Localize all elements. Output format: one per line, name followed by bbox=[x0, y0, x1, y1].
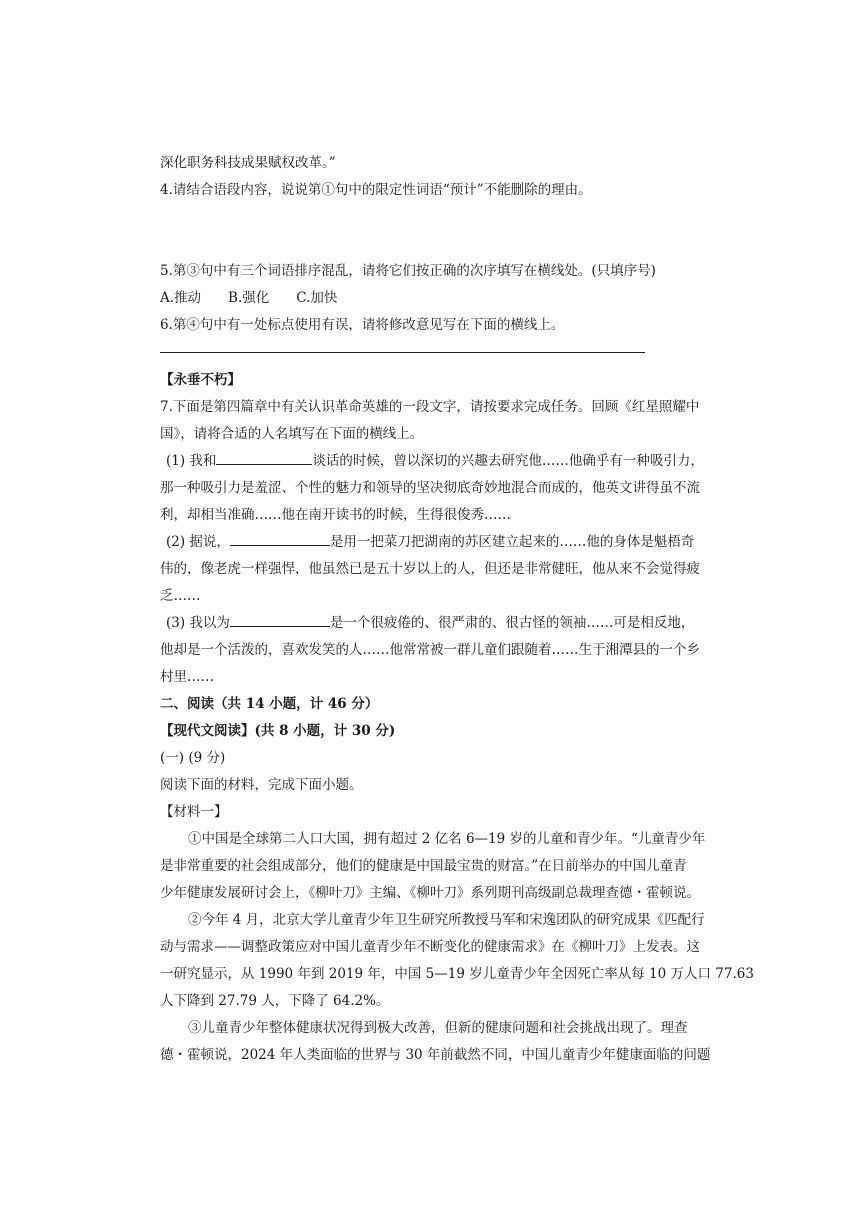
text-line: 人下降到 27.79 人，下降了 64.2%。 bbox=[160, 993, 390, 1009]
text-line: 伟的，像老虎一样强悍，他虽然已是五十岁以上的人，但还是非常健旺，他从来不会觉得疲 bbox=[160, 561, 700, 577]
text-line: 利，却相当准确……他在南开读书的时候，生得很俊秀…… bbox=[160, 507, 511, 523]
name-blank-3[interactable] bbox=[230, 614, 330, 627]
section-heading: 【永垂不朽】 bbox=[160, 372, 241, 388]
question-4: 4.请结合语段内容，说说第①句中的限定性词语“预计”不能删除的理由。 bbox=[160, 182, 592, 198]
text-line: 德・霍顿说，2024 年人类面临的世界与 30 年前截然不同，中国儿童青少年健康面临的问题 bbox=[160, 1047, 711, 1063]
name-blank-1[interactable] bbox=[216, 452, 312, 465]
paragraph-2: ②今年 4 月，北京大学儿童青少年卫生研究所教授马军和宋逸团队的研究成果《匹配行 bbox=[188, 912, 705, 928]
quote-2-prefix: (2) 据说， bbox=[166, 534, 230, 550]
text-line: 国》，请将合适的人名填写在下面的横线上。 bbox=[160, 426, 424, 442]
text-line: 乏…… bbox=[160, 588, 201, 604]
paragraph-3: ③儿童青少年整体健康状况得到极大改善，但新的健康问题和社会挑战出现了。理查 bbox=[188, 1020, 688, 1036]
text-line: 动与需求——调整政策应对中国儿童青少年不断变化的健康需求》在《柳叶刀》上发表。这 bbox=[160, 939, 700, 955]
quote-3-prefix: (3) 我以为 bbox=[166, 615, 230, 631]
name-blank-2[interactable] bbox=[230, 533, 330, 546]
subsection-heading: (一) (9 分) bbox=[160, 750, 226, 766]
text-line: 那一种吸引力是羞涩、个性的魅力和领导的坚决彻底奇妙地混合而成的，他英文讲得虽不流 bbox=[160, 480, 700, 496]
quote-2 bbox=[166, 533, 694, 551]
quote-1 bbox=[166, 452, 704, 470]
question-5: 5.第③句中有三个词语排序混乱，请将它们按正确的次序填写在横线处。(只填序号) bbox=[160, 263, 656, 279]
instruction: 阅读下面的材料，完成下面小题。 bbox=[160, 777, 363, 793]
quote-1-prefix: (1) 我和 bbox=[166, 453, 217, 469]
question-6: 6.第④句中有一处标点使用有误，请将修改意见写在下面的横线上。 bbox=[160, 317, 565, 333]
section-heading: 【现代文阅读】(共 8 小题，计 30 分) bbox=[160, 723, 396, 739]
text-line: 村里…… bbox=[160, 669, 214, 685]
question-5-options: A.推动 B.强化 C.加快 bbox=[160, 290, 338, 306]
quote-1-text: 谈话的时候，曾以深切的兴趣去研究他……他确乎有一种吸引力， bbox=[312, 453, 704, 469]
quote-3-text: 是一个很疲倦的、很严肃的、很古怪的领袖……可是相反地， bbox=[329, 615, 695, 631]
answer-line bbox=[160, 352, 645, 353]
question-7: 7.下面是第四篇章中有关认识革命英雄的一段文字，请按要求完成任务。回顾《红星照耀中 bbox=[160, 399, 700, 415]
section-heading: 二、阅读（共 14 小题，计 46 分） bbox=[160, 696, 379, 712]
text-line: 是非常重要的社会组成部分，他们的健康是中国最宝贵的财富。”在日前举办的中国儿童青 bbox=[160, 858, 687, 874]
text-line: 少年健康发展研讨会上，《柳叶刀》主编、《柳叶刀》系列期刊高级副总裁理查德・霍顿说。 bbox=[160, 885, 700, 901]
text-line: 他却是一个活泼的，喜欢发笑的人……他常常被一群儿童们跟随着……生于湘潭县的一个乡 bbox=[160, 642, 700, 658]
text-line: 一研究显示，从 1990 年到 2019 年，中国 5—19 岁儿童青少年全因死亡率从每 10 万人口 77.63 bbox=[160, 966, 754, 982]
quote-3 bbox=[166, 614, 694, 632]
quote-2-text: 是用一把菜刀把湖南的苏区建立起来的……他的身体是魁梧奇 bbox=[329, 534, 695, 550]
text-line: 深化职务科技成果赋权改革。” bbox=[160, 155, 336, 171]
material-heading: 【材料一】 bbox=[160, 804, 228, 820]
paragraph-1: ①中国是全球第二人口大国，拥有超过 2 亿名 6—19 岁的儿童和青少年。“儿童青少年 bbox=[188, 831, 706, 847]
